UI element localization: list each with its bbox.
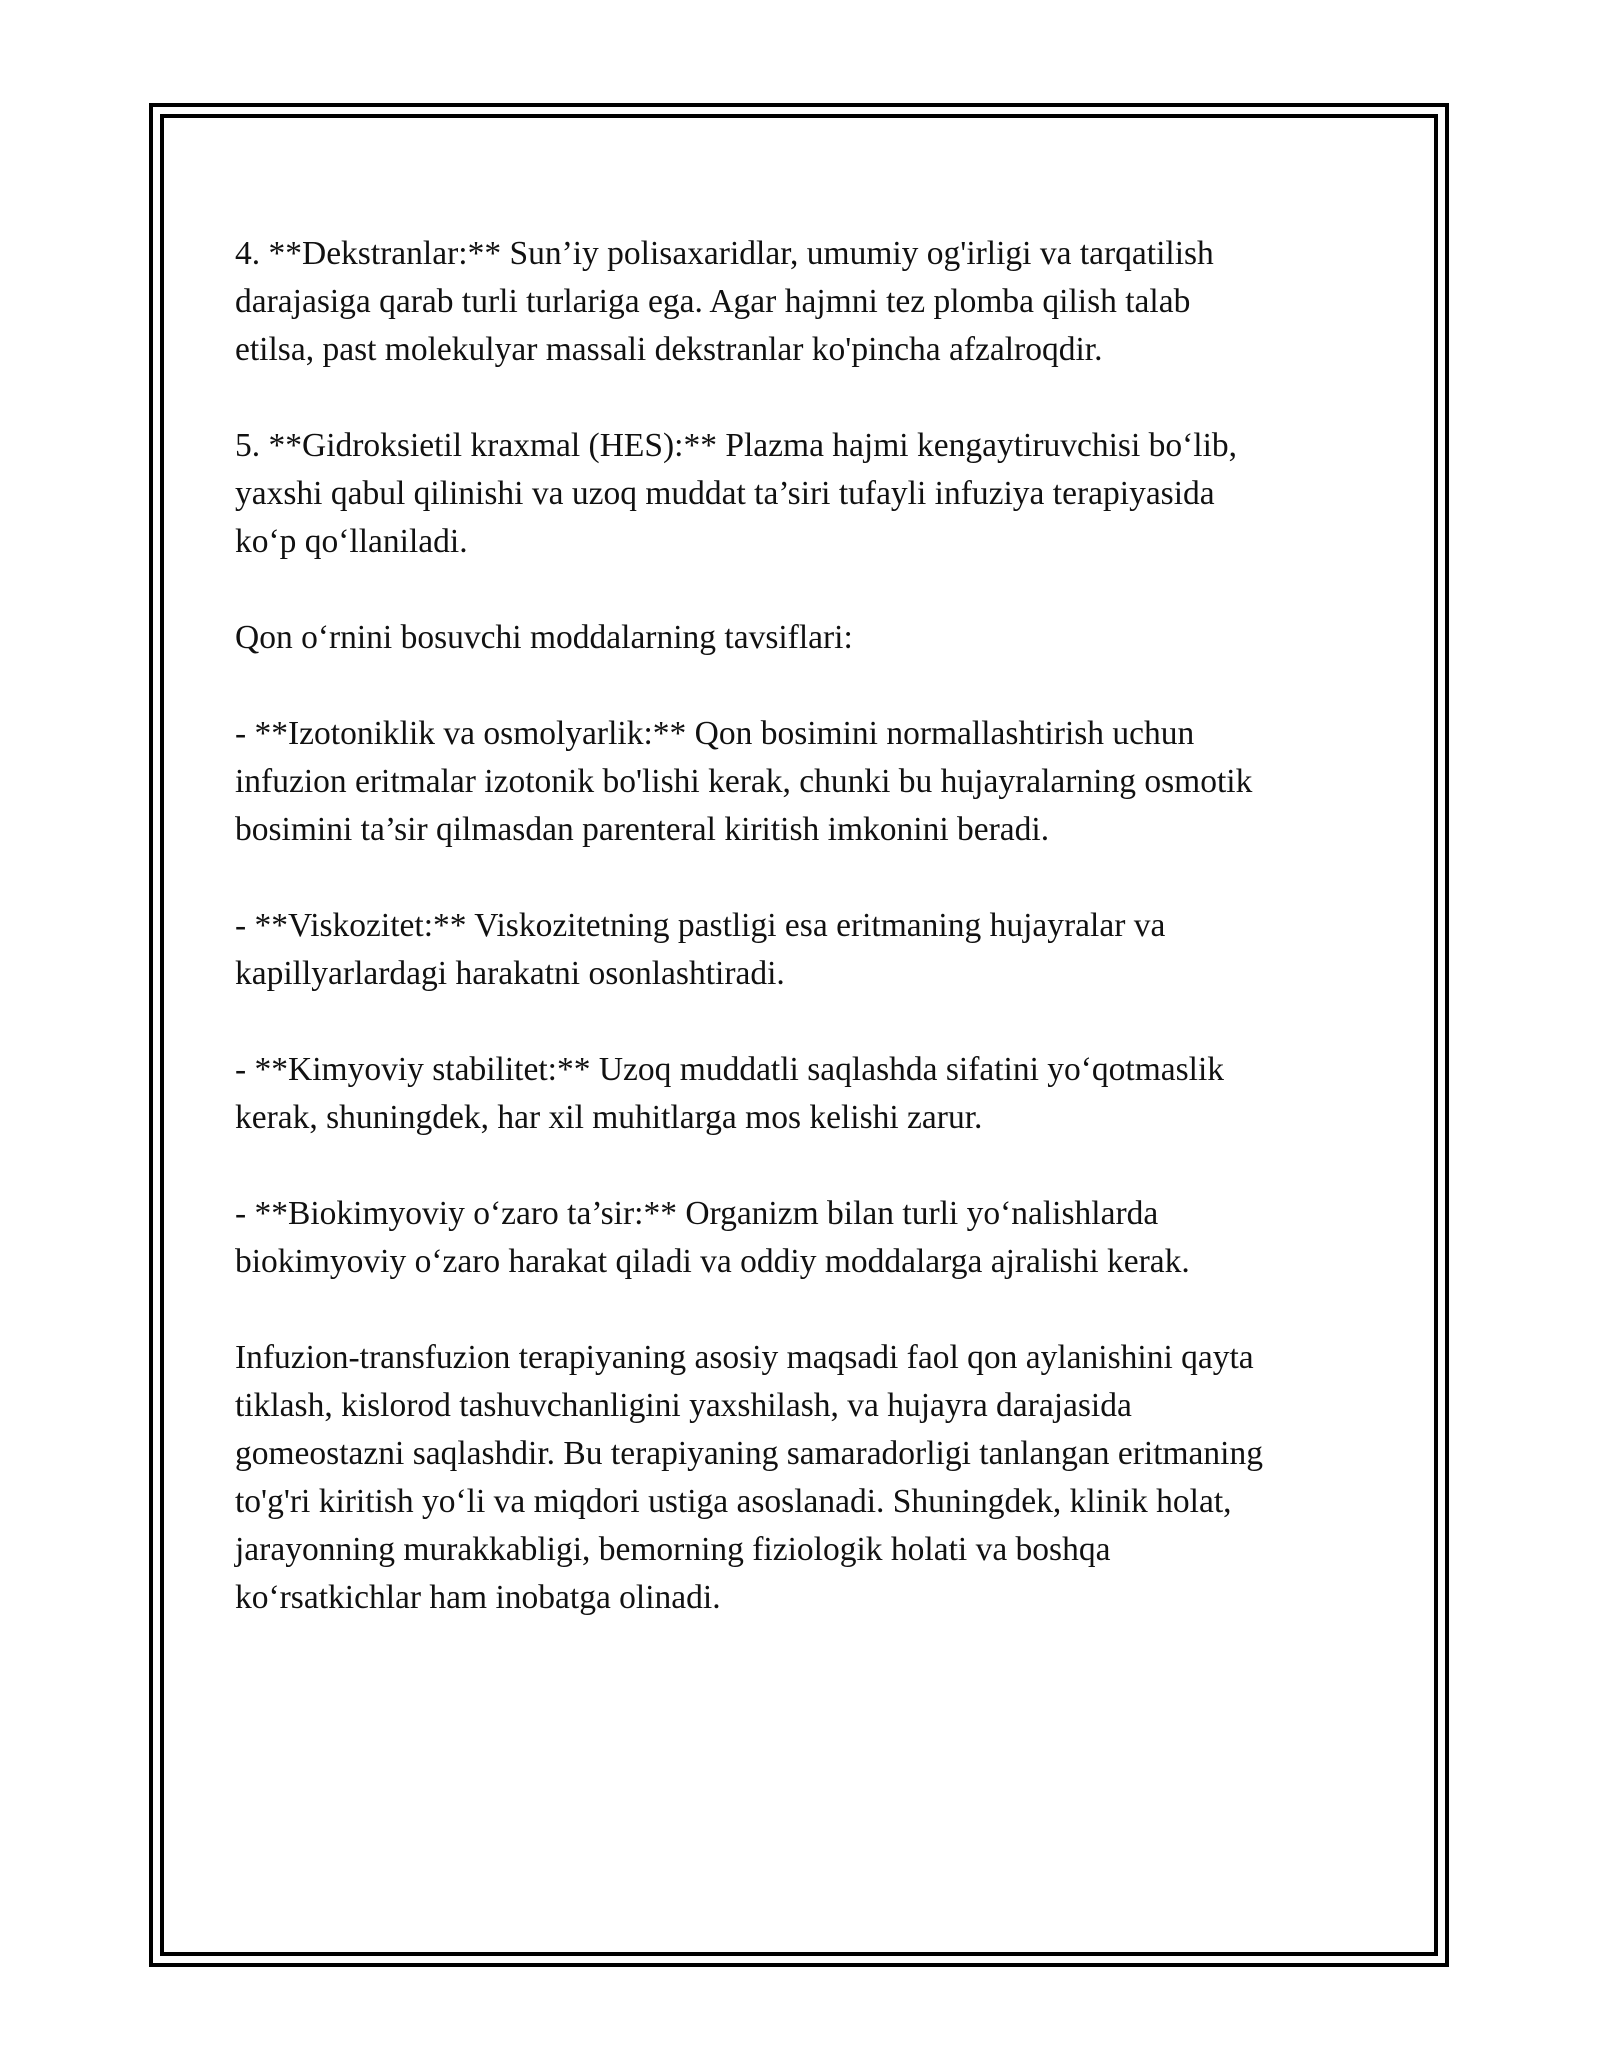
document-body	[235, 230, 1375, 1670]
paragraph-biokimyoviy: - **Biokimyoviy o‘zaro ta’sir:** Organizm bilan turli yo‘nalishlarda biokimyoviy o‘zaro harakat qiladi va oddiy moddalarga ajralishi kerak.	[235, 1195, 1190, 1280]
paragraph-viskozitet: - **Viskozitet:** Viskozitetning pastligi esa eritmaning hujayralar va kapillyarlardagi harakatni osonlashtiradi.	[235, 907, 1166, 992]
paragraph-terapiya-maqsadi: Infuzion-transfuzion terapiyaning asosiy maqsadi faol qon aylanishini qayta tiklash, kislorod tashuvchanligini yaxshilash, va hujayra darajasida gomeostazni saqlashdir. Bu terapiyaning samaradorligi tanlangan eritmaning to'g'ri kiritish yo‘li va miqdori ustiga asoslanadi. Shuningdek, klinik holat, jarayonning murakkabligi, bemorning fiziologik holati va boshqa ko‘rsatkichlar ham inobatga olinadi.	[235, 1339, 1263, 1616]
paragraph-tavsiflar-heading: Qon o‘rnini bosuvchi moddalarning tavsiflari:	[235, 619, 853, 656]
paragraph-izotoniklik: - **Izotoniklik va osmolyarlik:** Qon bosimini normallashtirish uchun infuzion eritmalar izotonik bo'lishi kerak, chunki bu hujayralarning osmotik bosimini ta’sir qilmasdan parenteral kiritish imkonini beradi.	[235, 715, 1253, 848]
paragraph-gidroksietil-kraxmal: 5. **Gidroksietil kraxmal (HES):** Plazma hajmi kengaytiruvchisi bo‘lib, yaxshi qabul qilinishi va uzoq muddat ta’siri tufayli infuziya terapiyasida ko‘p qo‘llaniladi.	[235, 427, 1238, 560]
paragraph-kimyoviy-stabilitet: - **Kimyoviy stabilitet:** Uzoq muddatli saqlashda sifatini yo‘qotmaslik kerak, shuningdek, har xil muhitlarga mos kelishi zarur.	[235, 1051, 1225, 1136]
paragraph-dekstranlar: 4. **Dekstranlar:** Sun’iy polisaxaridlar, umumiy og'irligi va tarqatilish darajasiga qarab turli turlariga ega. Agar hajmni tez plomba qilish talab etilsa, past molekulyar massali dekstranlar ko'pincha afzalroqdir.	[235, 235, 1214, 368]
